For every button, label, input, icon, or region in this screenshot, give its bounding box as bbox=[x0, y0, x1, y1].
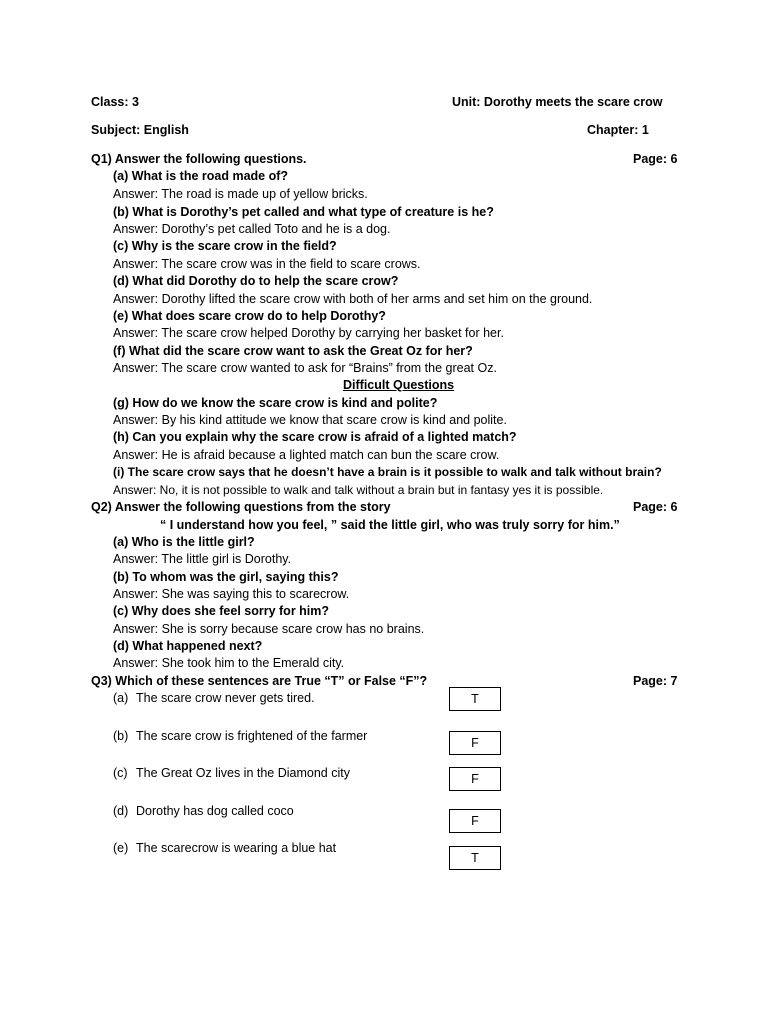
q1-question: (e) What does scare crow do to help Dorothy? bbox=[113, 309, 386, 323]
q3-answer-box: T bbox=[449, 846, 501, 870]
q1-question: (f) What did the scare crow want to ask the Great Oz for her? bbox=[113, 344, 473, 358]
q1-question: (b) What is Dorothy’s pet called and what type of creature is he? bbox=[113, 205, 494, 219]
q2-answer: Answer: She is sorry because scare crow has no brains. bbox=[113, 622, 425, 636]
class-label: Class: 3 bbox=[91, 95, 139, 109]
unit-label: Unit: Dorothy meets the scare crow bbox=[452, 95, 663, 109]
q3-item-text: The Great Oz lives in the Diamond city bbox=[136, 766, 350, 780]
q3-answer-box: T bbox=[449, 687, 501, 711]
q3-answer-box: F bbox=[449, 767, 501, 791]
q1-answer: Answer: Dorothy’s pet called Toto and he is a dog. bbox=[113, 222, 391, 236]
q1-question: (d) What did Dorothy do to help the scare crow? bbox=[113, 274, 399, 288]
q3-item-text: Dorothy has dog called coco bbox=[136, 804, 294, 818]
q1-answer: Answer: By his kind attitude we know that scare crow is kind and polite. bbox=[113, 413, 507, 427]
q2-answer: Answer: She took him to the Emerald city. bbox=[113, 656, 345, 670]
q2-page: Page: 6 bbox=[633, 500, 678, 514]
q3-page: Page: 7 bbox=[633, 674, 678, 688]
q1-answer: Answer: He is afraid because a lighted match can bun the scare crow. bbox=[113, 448, 500, 462]
chapter-label: Chapter: 1 bbox=[587, 123, 649, 137]
q1-question: (g) How do we know the scare crow is kind and polite? bbox=[113, 396, 438, 410]
q1-answer: Answer: The scare crow wanted to ask for “Brains” from the great Oz. bbox=[113, 361, 497, 375]
q2-question: (c) Why does she feel sorry for him? bbox=[113, 604, 330, 618]
q1-page: Page: 6 bbox=[633, 152, 678, 166]
q1-answer: Answer: The road is made up of yellow bricks. bbox=[113, 187, 368, 201]
q3-item-text: The scarecrow is wearing a blue hat bbox=[136, 841, 337, 855]
q3-item-text: The scare crow is frightened of the farmer bbox=[136, 729, 368, 743]
q1-question: (h) Can you explain why the scare crow is afraid of a lighted match? bbox=[113, 430, 517, 444]
q2-answer: Answer: The little girl is Dorothy. bbox=[113, 552, 292, 566]
q2-title: Q2) Answer the following questions from the story bbox=[91, 500, 391, 514]
q3-item-label: (d) bbox=[113, 804, 129, 818]
q3-answer-box: F bbox=[449, 809, 501, 833]
q3-item-label: (a) bbox=[113, 691, 129, 705]
q1-question: (c) Why is the scare crow in the field? bbox=[113, 239, 337, 253]
q1-title: Q1) Answer the following questions. bbox=[91, 152, 307, 166]
q3-item-label: (b) bbox=[113, 729, 129, 743]
q2-quote: “ I understand how you feel, ” said the little girl, who was truly sorry for him.” bbox=[160, 518, 620, 532]
q1-answer: Answer: No, it is not possible to walk and talk without a brain but in fantasy yes it is possible. bbox=[113, 483, 604, 497]
q1-answer: Answer: Dorothy lifted the scare crow with both of her arms and set him on the ground. bbox=[113, 292, 593, 306]
q1-question: (a) What is the road made of? bbox=[113, 169, 289, 183]
q3-item-label: (e) bbox=[113, 841, 129, 855]
q1-question: (i) The scare crow says that he doesn’t have a brain is it possible to walk and talk without brain? bbox=[113, 465, 662, 479]
q2-question: (b) To whom was the girl, saying this? bbox=[113, 570, 339, 584]
q3-answer-box: F bbox=[449, 731, 501, 755]
q2-question: (a) Who is the little girl? bbox=[113, 535, 255, 549]
q3-item-text: The scare crow never gets tired. bbox=[136, 691, 315, 705]
q1-answer: Answer: The scare crow was in the field to scare crows. bbox=[113, 257, 421, 271]
q2-question: (d) What happened next? bbox=[113, 639, 263, 653]
q2-answer: Answer: She was saying this to scarecrow. bbox=[113, 587, 350, 601]
q3-title: Q3) Which of these sentences are True “T” or False “F”? bbox=[91, 674, 428, 688]
subject-label: Subject: English bbox=[91, 123, 189, 137]
difficult-questions-heading: Difficult Questions bbox=[343, 378, 455, 392]
q1-answer: Answer: The scare crow helped Dorothy by carrying her basket for her. bbox=[113, 326, 504, 340]
q3-item-label: (c) bbox=[113, 766, 128, 780]
